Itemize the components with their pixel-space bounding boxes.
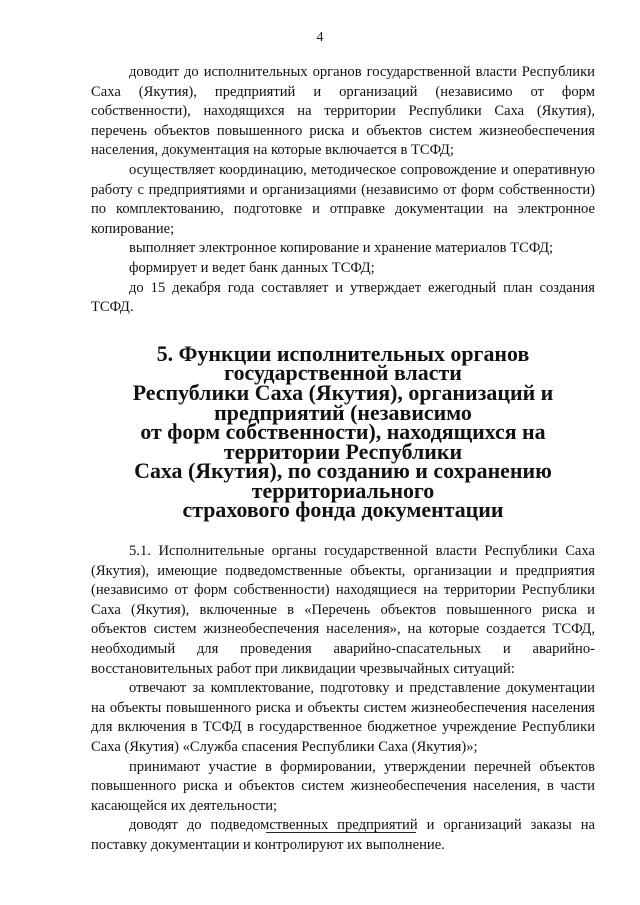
- section-heading-line-3: от форм собственности), находящихся на территории Республики: [140, 419, 546, 464]
- page-number: 4: [316, 30, 324, 45]
- paragraph-section-1: 5.1. Исполнительные органы государственной власти Республики Саха (Якутия), имеющие подведомственные объекты, организации и предприятия (независимо от форм собственности) находящиеся на территории Республики Саха (Якутия), включенные в «Перечень объектов повышенного риска и объектов систем жизнеобеспечения населения», на которые создается ТСФД, необходимый для проведения аварийно-спасательных и аварийно-восстановительных работ при ликвидации чрезвычайных ситуаций:: [91, 543, 595, 677]
- paragraph-top-1: доводит до исполнительных органов государственной власти Республики Саха (Якутия), предприятий и организаций (независимо от форм собственности), находящихся на территории Республики Саха (Якутия), перечень объектов повышенного риска и объектов систем жизнеобеспечения населения, документация на которые включается в ТСФД;: [91, 64, 595, 159]
- paragraph-top-2: осуществляет координацию, методическое сопровождение и оперативную работу с предприятиями и организациями (независимо от форм собственности) по комплектованию, подготовке и отправке документации на электронное копирование;: [91, 161, 595, 237]
- paragraph-section-3: принимают участие в формировании, утверждении перечней объектов повышенного риска и объектов систем жизнеобеспечения населения, в части касающейся их деятельности;: [91, 758, 595, 814]
- footer-divider-line: [266, 832, 416, 833]
- paragraph-section-4: доводят до подведомственных предприятий и организаций заказы на поставку документации и контролируют их выполнение.: [91, 817, 595, 853]
- paragraph-top-4: формирует и ведет банк данных ТСФД;: [129, 259, 375, 276]
- section-heading-line-5: страхового фонда документации: [182, 497, 504, 523]
- section-heading-line-4: Саха (Якутия), по созданию и сохранению территориального: [134, 458, 552, 503]
- paragraph-section-2: отвечают за комплектование, подготовку и представление документации на объекты повышенного риска и объекты систем жизнеобеспечения населения для включения в ТСФД в государственное бюджетное учреждение Республики Саха (Якутия) «Служба спасения Республики Саха (Якутия)»;: [91, 680, 595, 755]
- paragraph-top-3: выполняет электронное копирование и хранение материалов ТСФД;: [129, 240, 554, 257]
- section-heading: [91, 340, 595, 523]
- spacer: [91, 520, 595, 542]
- section-heading-line-2: Республики Саха (Якутия), организаций и предприятий (независимо: [132, 379, 554, 425]
- paragraph-top-5: до 15 декабря года составляет и утверждает ежегодный план создания ТСФД.: [91, 279, 595, 316]
- document-body: [91, 63, 595, 856]
- section-heading-line-1: 5. Функции исполнительных органов государственной власти: [156, 340, 530, 386]
- spacer: [91, 318, 595, 344]
